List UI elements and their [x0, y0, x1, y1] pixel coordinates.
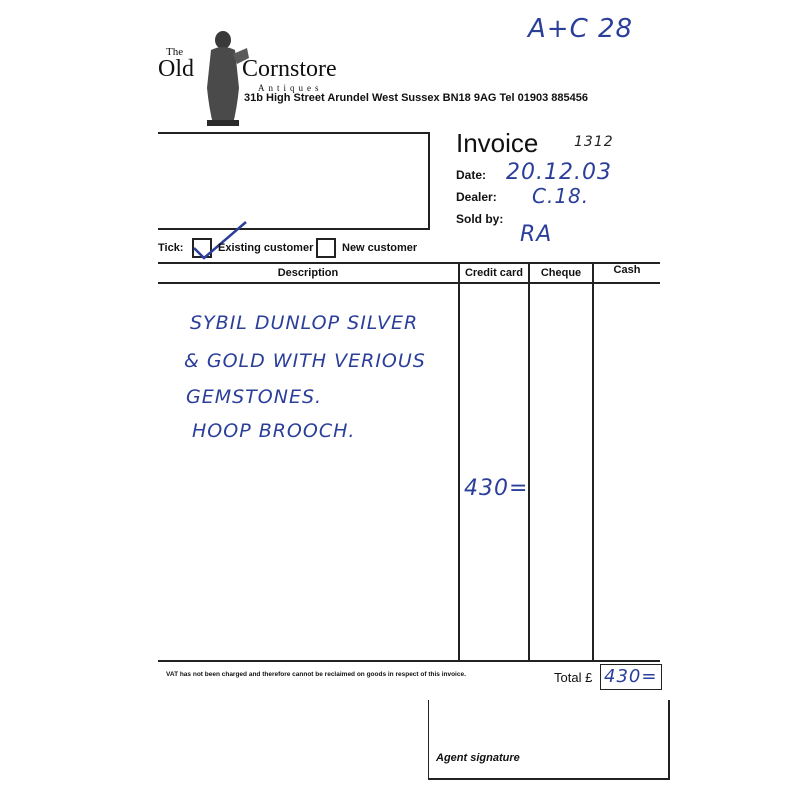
dealer-value: C.18.: [532, 184, 590, 208]
corner-note: A+C 28: [528, 14, 634, 44]
agent-signature-left-rule: [428, 700, 429, 780]
table-header-rule: [158, 282, 660, 284]
new-customer-checkbox[interactable]: [316, 238, 336, 258]
logo: [158, 28, 398, 128]
check-mark-icon: [190, 218, 250, 262]
description-line-1: SYBIL DUNLOP SILVER: [190, 312, 419, 334]
col-divider-3: [592, 262, 594, 660]
credit-card-amount: 430=: [464, 476, 529, 501]
soldby-signature: RA: [520, 222, 553, 247]
description-line-3: GEMSTONES.: [186, 386, 323, 408]
dealer-label: Dealer:: [456, 190, 497, 204]
agent-signature-label: Agent signature: [436, 752, 520, 764]
table-bottom-rule: [158, 660, 660, 662]
table-top-rule: [158, 262, 660, 264]
header-cash: Cash: [613, 264, 641, 276]
col-divider-1: [458, 262, 460, 660]
logo-cornstore: Cornstore: [242, 56, 337, 82]
date-value: 20.12.03: [506, 160, 612, 185]
col-divider-2: [528, 262, 530, 660]
tick-label: Tick:: [158, 242, 184, 254]
invoice-title: Invoice: [456, 128, 539, 158]
new-customer-label: New customer: [342, 242, 418, 254]
header-cheque: Cheque: [540, 267, 582, 279]
invoice-number: 1312: [574, 134, 614, 150]
existing-customer-label: Existing customer: [218, 242, 314, 254]
date-label: Date:: [456, 168, 487, 182]
soldby-label: Sold by:: [456, 212, 504, 226]
logo-antiques: Antiques: [258, 83, 323, 93]
vat-note: VAT has not been charged and therefore cannot be reclaimed on goods in respect of this invoice.: [166, 671, 466, 678]
logo-old: Old: [158, 56, 194, 82]
header-credit-card: Credit card: [464, 267, 524, 279]
customer-address-box: [158, 132, 430, 230]
shop-address: 31b High Street Arundel West Sussex BN18 9AG Tel 01903 885456: [244, 92, 589, 104]
agent-signature-box: [428, 700, 670, 780]
logo-the: The: [166, 46, 184, 58]
total-value: 430=: [604, 666, 658, 687]
description-line-2: & GOLD WITH VERIOUS: [184, 350, 426, 372]
description-line-4: HOOP BROOCH.: [192, 420, 356, 442]
total-label: Total £: [554, 670, 593, 685]
header-description: Description: [277, 267, 339, 279]
